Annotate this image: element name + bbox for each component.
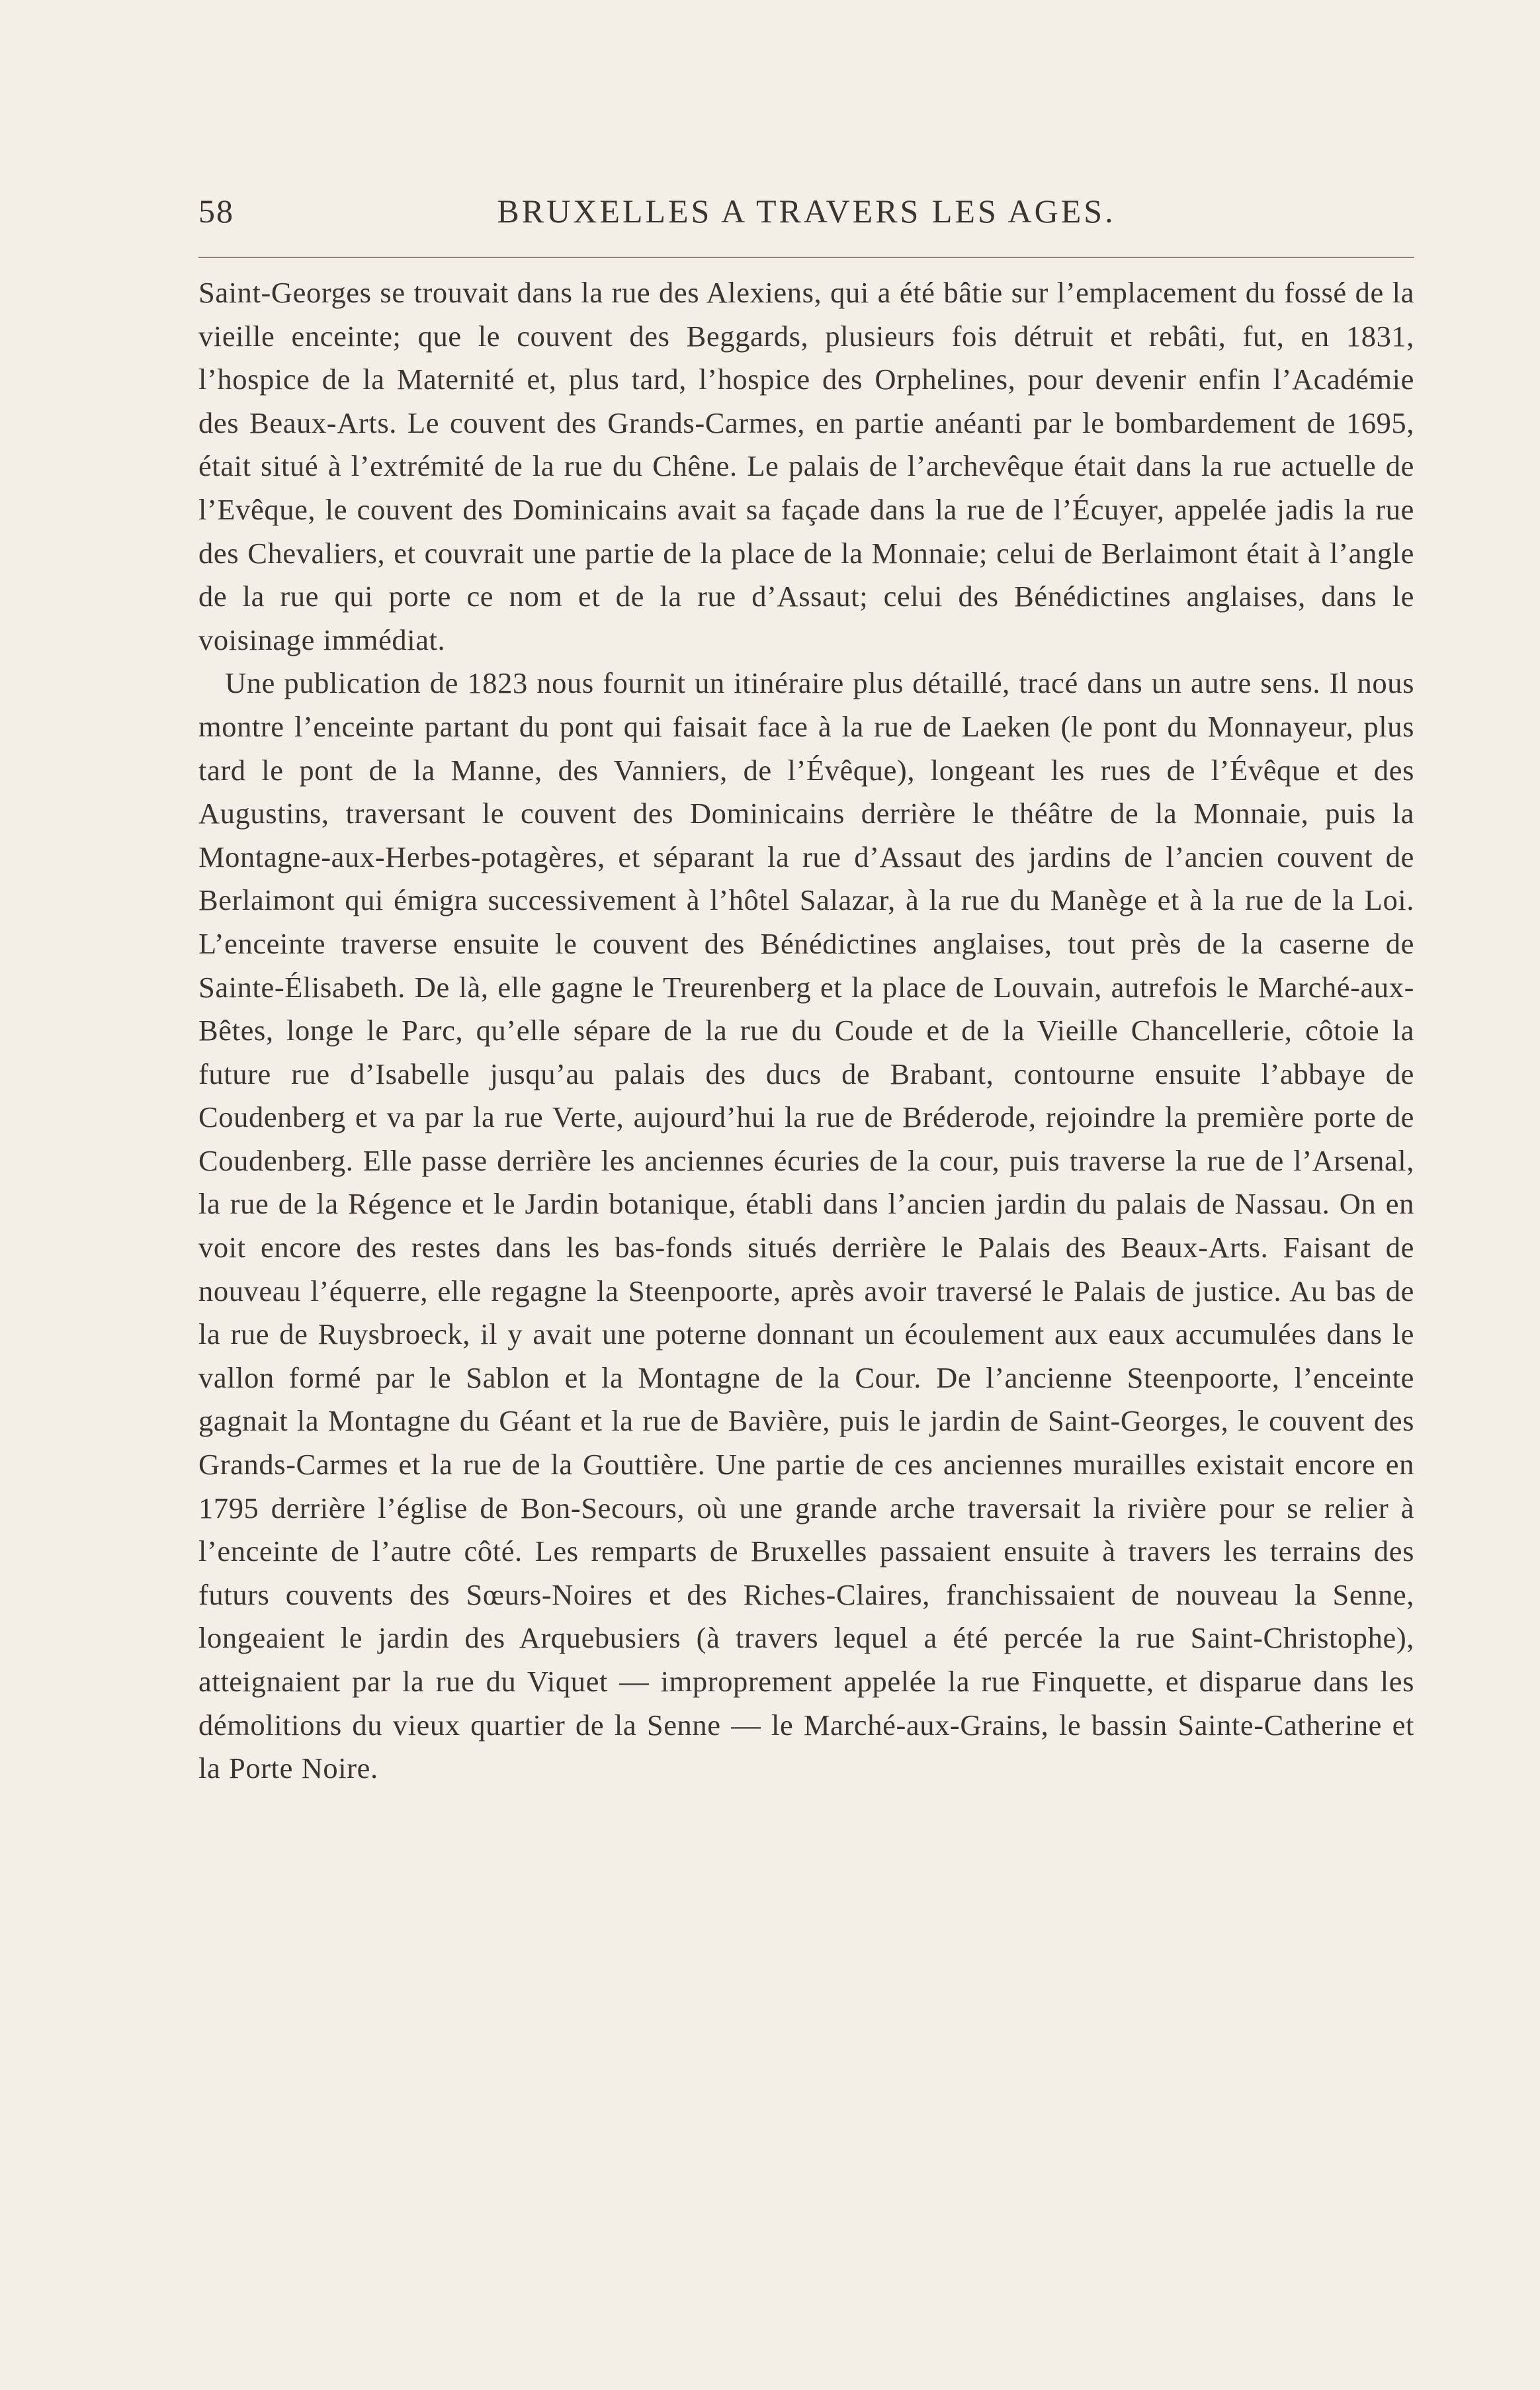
page-number: 58 (198, 193, 234, 230)
header-rule (198, 257, 1414, 258)
paragraph-2: Une publication de 1823 nous fournit un itinéraire plus détaillé, tracé dans un autre sens. Il nous montre l’enceinte partant du pont qui faisait face à la rue de Laeken (le pont du Monnayeur, plus tard le pont de la Manne, des Vanniers, de l’Évêque), longeant les rues de l’Évêque et des Augustins, traversant le couvent des Dominicains derrière le théâtre de la Monnaie, puis la Montagne-aux-Herbes-potagères, et séparant la rue d’Assaut des jardins de l’ancien couvent de Berlaimont qui émigra successivement à l’hôtel Salazar, à la rue du Manège et à la rue de la Loi. L’enceinte traverse ensuite le couvent des Bénédictines anglaises, tout près de la caserne de Sainte-Élisabeth. De là, elle gagne le Treurenberg et la place de Louvain, autrefois le Marché-aux-Bêtes, longe le Parc, qu’elle sépare de la rue du Coude et de la Vieille Chancellerie, côtoie la future rue d’Isabelle jusqu’au palais des ducs de Brabant, contourne ensuite l’abbaye de Coudenberg et va par la rue Verte, aujourd’hui la rue de Bréderode, rejoindre la première porte de Coudenberg. Elle passe derrière les anciennes écuries de la cour, puis traverse la rue de l’Arsenal, la rue de la Régence et le Jardin botanique, établi dans l’ancien jardin du palais de Nassau. On en voit encore des restes dans les bas-fonds situés derrière le Palais des Beaux-Arts. Faisant de nouveau l’équerre, elle regagne la Steenpoorte, après avoir traversé le Palais de justice. Au bas de la rue de Ruysbroeck, il y avait une poterne donnant un écoulement aux eaux accumulées dans le vallon formé par le Sablon et la Montagne de la Cour. De l’ancienne Steenpoorte, l’enceinte gagnait la Montagne du Géant et la rue de Bavière, puis le jardin de Saint-Georges, le couvent des Grands-Carmes et la rue de la Gouttière. Une partie de ces anciennes murailles existait encore en 1795 derrière l’église de Bon-Secours, où une grande arche traversait la rivière pour se relier à l’enceinte de l’autre côté. Les remparts de Bruxelles passaient ensuite à travers les terrains des futurs couvents des Sœurs-Noires et des Riches-Claires, franchissaient de nouveau la Senne, longeaient le jardin des Arquebusiers (à travers lequel a été percée la rue Saint-Christophe), atteignaient par la rue du Viquet — improprement appelée la rue Finquette, et disparue dans les démolitions du vieux quartier de la Senne — le Marché-aux-Grains, le bassin Sainte-Catherine et la Porte Noire. (198, 666, 1414, 1785)
page-header (198, 192, 1414, 238)
body-text (198, 271, 1414, 1791)
paragraph-1: Saint-Georges se trouvait dans la rue des Alexiens, qui a été bâtie sur l’emplacement du fossé de la vieille enceinte; que le couvent des Beggards, plusieurs fois détruit et rebâti, fut, en 1831, l’hospice de la Maternité et, plus tard, l’hospice des Orphelines, pour devenir enfin l’Académie des Beaux-Arts. Le couvent des Grands-Carmes, en partie anéanti par le bombardement de 1695, était situé à l’extrémité de la rue du Chêne. Le palais de l’archevêque était dans la rue actuelle de l’Evêque, le couvent des Dominicains avait sa façade dans la rue de l’Écuyer, appelée jadis la rue des Chevaliers, et couvrait une partie de la place de la Monnaie; celui de Berlaimont était à l’angle de la rue qui porte ce nom et de la rue d’Assaut; celui des Bénédictines anglaises, dans le voisinage immédiat. (198, 276, 1414, 656)
running-title: BRUXELLES A TRAVERS LES AGES. (497, 193, 1116, 230)
